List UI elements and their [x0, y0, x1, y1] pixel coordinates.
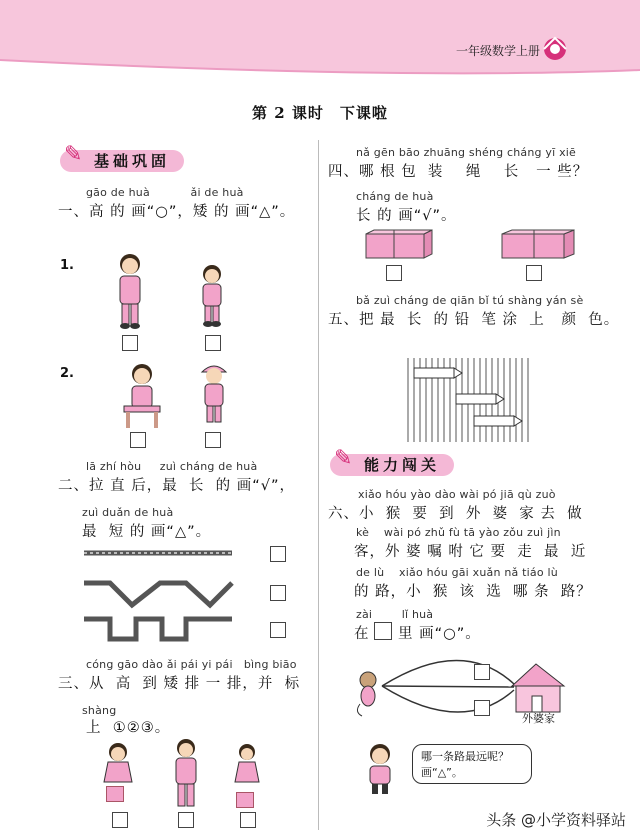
- q6-text-1: 六、小 猴 要 到 外 婆 家 去 做: [328, 506, 583, 522]
- answer-box[interactable]: [130, 432, 146, 448]
- grade-label: 一年级数学上册: [455, 44, 540, 58]
- logo-icon: [540, 36, 570, 62]
- seated-boy-figure: [120, 362, 164, 430]
- route-map: [352, 650, 572, 740]
- q3-pinyin-2: shàng: [82, 704, 117, 717]
- q1-item-2: 2.: [60, 366, 74, 381]
- q6-text-3: 的 路，小 猴 该 选 哪 条 路？: [354, 584, 592, 600]
- girl-figure: [232, 742, 262, 792]
- grandma-house-label: 外婆家: [522, 712, 555, 725]
- q4-pinyin-2: cháng de huà: [356, 190, 434, 203]
- pink-stand: [106, 786, 124, 802]
- q6-pinyin-2: kè wài pó zhǔ fù tā yào zǒu zuì jìn: [356, 526, 561, 539]
- q5-pinyin: bǎ zuì cháng de qiān bǐ tú shàng yán sè: [356, 294, 584, 307]
- boy-figure-short: [196, 264, 228, 328]
- answer-box[interactable]: [270, 622, 286, 638]
- q1-text: 一、高 的 画“○”，矮 的 画“△”。: [58, 204, 296, 220]
- q2-text-1: 二、拉 直 后，最 长 的 画“√”，: [58, 478, 296, 494]
- gift-box-long: [364, 228, 434, 260]
- q6-text-4b: 里 画“○”。: [398, 626, 481, 642]
- q3-text-2: 上 ①②③。: [86, 720, 171, 736]
- ropes-illustration: [82, 545, 242, 645]
- boy-figure-tall: [112, 252, 148, 330]
- boy-figure: [168, 738, 204, 812]
- q6-pinyin-1: xiǎo hóu yào dào wài pó jiā qù zuò: [358, 488, 556, 501]
- q6-pinyin-3: de lù xiǎo hóu gāi xuǎn nǎ tiáo lù: [356, 566, 558, 579]
- answer-box[interactable]: [178, 812, 194, 828]
- answer-box[interactable]: [270, 546, 286, 562]
- answer-box[interactable]: [474, 700, 490, 716]
- answer-box[interactable]: [526, 265, 542, 281]
- watermark: 头条 @小学资料驿站: [482, 808, 630, 831]
- answer-box[interactable]: [205, 432, 221, 448]
- q6-text-2: 客，外 婆 嘱 咐 它 要 走 最 近: [354, 544, 587, 560]
- answer-box[interactable]: [270, 585, 286, 601]
- pencil-icon: ✎: [64, 142, 87, 167]
- q4-text-1: 四、哪 根 包 装 绳 长 一 些？: [328, 164, 589, 180]
- q4-text-2: 长 的 画“√”。: [356, 208, 457, 224]
- answer-box[interactable]: [374, 622, 392, 640]
- q1-pinyin: gāo de huà ǎi de huà: [86, 186, 244, 199]
- q5-text: 五、把 最 长 的 铅 笔 涂 上 颜 色。: [328, 312, 620, 328]
- q6-text-4a: 在: [354, 626, 370, 642]
- lesson-title: 第 2 课时 下课啦: [252, 104, 388, 122]
- gift-box-wide: [500, 228, 576, 260]
- speech-bubble: 哪一条路最远呢？ 画“△”。: [412, 744, 532, 784]
- column-divider: [318, 140, 319, 830]
- section-basic: ✎ 基础巩固: [60, 150, 184, 172]
- q2-pinyin-1: lā zhí hòu zuì cháng de huà: [86, 460, 258, 473]
- girl-figure: [100, 742, 136, 792]
- answer-box[interactable]: [474, 664, 490, 680]
- q2-pinyin-2: zuì duǎn de huà: [82, 506, 174, 519]
- standing-boy-figure: [198, 362, 230, 428]
- answer-box[interactable]: [112, 812, 128, 828]
- pencil-icon: ✎: [334, 446, 357, 471]
- answer-box[interactable]: [386, 265, 402, 281]
- answer-box[interactable]: [240, 812, 256, 828]
- answer-box[interactable]: [205, 335, 221, 351]
- q6-pinyin-4: zài lǐ huà: [356, 608, 434, 621]
- q1-item-1: 1.: [60, 258, 74, 273]
- pink-stand: [236, 792, 254, 808]
- boy-thinking-figure: [360, 742, 400, 796]
- q3-pinyin-1: cóng gāo dào ǎi pái yi pái bìng biāo: [86, 658, 297, 671]
- answer-box[interactable]: [122, 335, 138, 351]
- q3-text-1: 三、从 高 到 矮 排 一 排，并 标: [58, 676, 301, 692]
- section-ability: ✎ 能力闯关: [330, 454, 454, 476]
- pencils-grid: [406, 358, 532, 442]
- q2-text-2: 最 短 的 画“△”。: [82, 524, 212, 540]
- q4-pinyin-1: nǎ gēn bāo zhuāng shéng cháng yī xiē: [356, 146, 577, 159]
